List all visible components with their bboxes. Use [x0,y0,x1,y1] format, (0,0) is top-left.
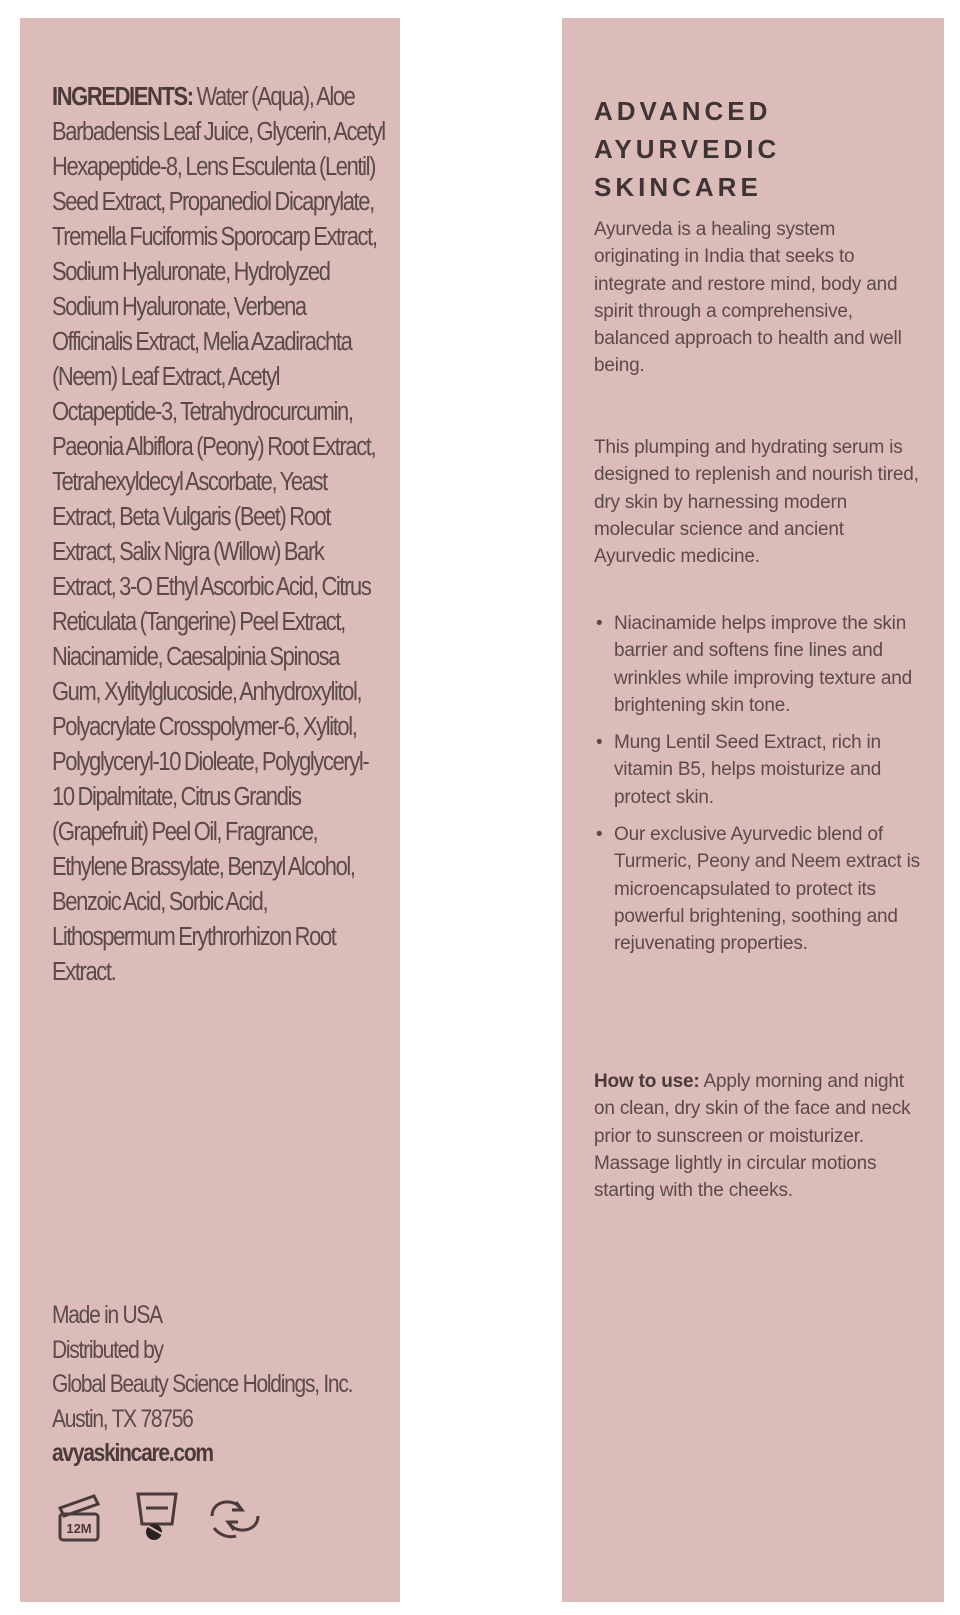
website: avyaskincare.com [52,1439,213,1467]
ingredients-block [52,80,386,990]
ingredients-label: INGREDIENTS: [52,83,193,111]
bullet-dot: • [596,613,603,634]
product-heading [594,92,780,206]
ingredients-text: Water (Aqua), Aloe Barbadensis Leaf Juice, Glycerin, Acetyl Hexapeptide-8, Lens Esculenta (Lentil) Seed Extract, Propanediol Dicaprylate, Tremella Fuciformis Sporocarp Extract, Sodium Hyaluronate, Hydrolyzed Sodium Hyaluronate, Verbena Officinalis Extract, Melia Azadirachta (Neem) Leaf Extract, Acetyl Octapeptide-3, Tetrahydrocurcumin, Paeonia Albiflora (Peony) Root Extract, Tetrahexyldecyl Ascorbate, Yeast Extract, Beta Vulgaris (Beet) Root Extract, Salix Nigra (Willow) Bark Extract, 3-O Ethyl Ascorbic Acid, Citrus Reticulata (Tangerine) Peel Extract, Niacinamide, Caesalpinia Spinosa Gum, Xylitylglucoside, Anhydroxylitol, Polyacrylate Crosspolymer-6, Xylitol, Polyglyceryl-10 Dioleate, Polyglyceryl-10 Dipalmitate, Citrus Grandis (Grapefruit) Peel Oil, Fragrance, Ethylene Brassylate, Benzyl Alcohol, Benzoic Acid, Sorbic Acid, Lithospermum Erythrorhizon Root Extract. [52,83,385,986]
distributor-info [52,1298,388,1471]
12m-pao-icon [54,1488,104,1544]
distributed-by: Distributed by [52,1335,163,1364]
heading-line-3: SKINCARE [594,172,762,202]
ayurveda-intro: Ayurveda is a healing system originating in India that seeks to integrate and restore mind, body and spirit through a comprehensive, balanced approach to health and well being. [594,219,902,377]
bullet-text: Our exclusive Ayurvedic blend of Turmeric, Peony and Neem extract is microencapsulated to protect its powerful brightening, soothing and rejuvenating properties. [614,824,920,955]
svg-text:12M: 12M [66,1521,92,1536]
benefits-list [594,610,928,968]
heading-line-2: AYURVEDIC [594,134,781,164]
made-in: Made in USA [52,1301,162,1329]
recycle-bin-icon [132,1488,182,1544]
bullet-text: Mung Lentil Seed Extract, rich in vitamin B5, helps moisturize and protect skin. [614,732,882,808]
how-to-use-label: How to use: [594,1071,700,1092]
list-item [594,821,928,957]
company-name: Global Beauty Science Holdings, Inc. [52,1370,353,1398]
description-panel [562,18,944,1602]
list-item [594,610,928,719]
bullet-dot: • [596,732,603,754]
list-item [594,729,928,811]
ingredients-panel [20,18,400,1602]
how-to-use [594,1068,924,1204]
company-city: Austin, TX 78756 [52,1404,193,1433]
symbols-row [52,1488,292,1548]
bullet-dot: • [596,824,603,846]
serum-description: This plumping and hydrating serum is designed to replenish and nourish tired, dry skin by harnessing modern molecular science and ancient Ayurvedic medicine. [594,437,919,568]
heading-line-1: ADVANCED [594,96,772,126]
how-to-use-text: Apply morning and night on clean, dry skin of the face and neck prior to sunscreen or moisturizer. Massage lightly in circular motions starting with the cheeks. [594,1071,911,1202]
bullet-text: Niacinamide helps improve the skin barrier and softens fine lines and wrinkles while improving texture and brightening skin tone. [614,613,912,716]
recycle-loop-icon [200,1488,270,1544]
